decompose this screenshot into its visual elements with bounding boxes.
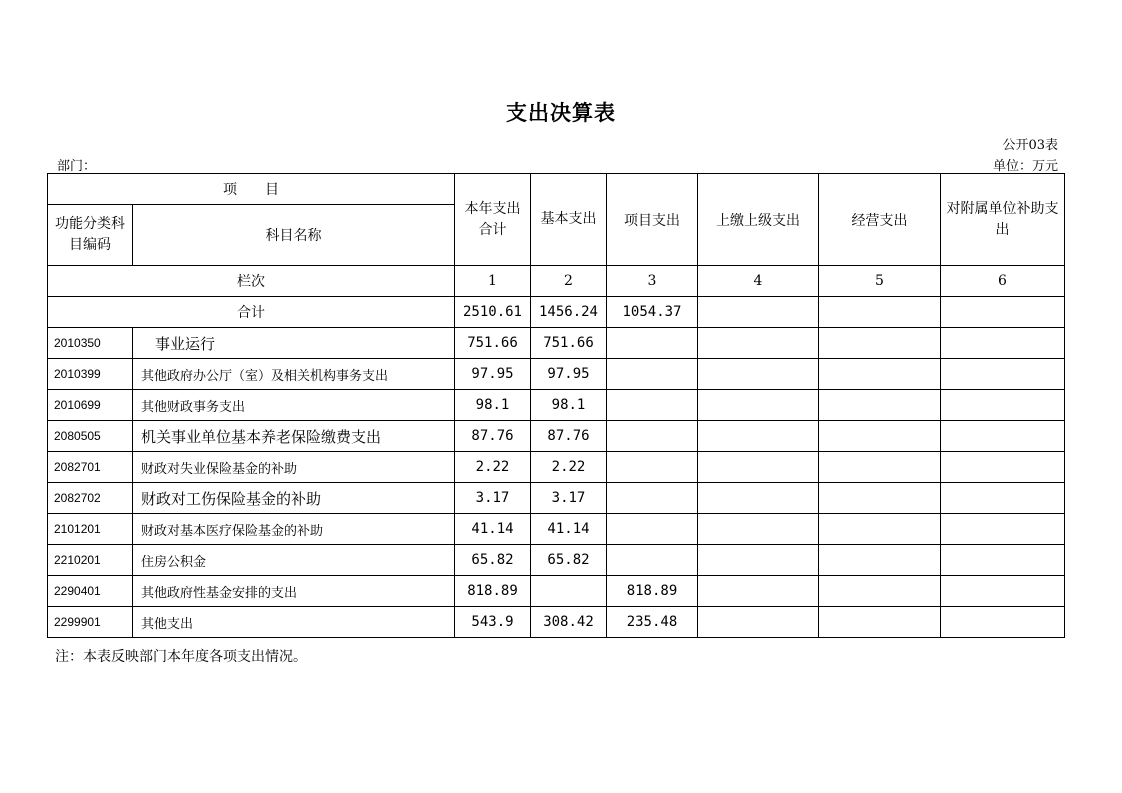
table-row: [48, 483, 1065, 514]
table-row: [48, 359, 1065, 390]
total-label: 合计: [48, 297, 455, 328]
amount-cell: 308.42: [531, 607, 607, 638]
amount-cell: [607, 514, 698, 545]
amount-cell: [607, 483, 698, 514]
amount-cell: [941, 390, 1065, 421]
department-label: 部门：: [57, 159, 97, 174]
subject-code: 2210201: [48, 545, 133, 576]
subject-code: 2010699: [48, 390, 133, 421]
amount-cell: [607, 421, 698, 452]
amount-cell: 41.14: [455, 514, 531, 545]
header-col-superior: 上缴上级支出: [698, 174, 819, 266]
header-col-project: 项目支出: [607, 174, 698, 266]
amount-cell: [698, 607, 819, 638]
subject-code: 2010350: [48, 328, 133, 359]
amount-cell: [819, 545, 941, 576]
header-col-subsidy: 对附属单位补助支出: [941, 174, 1065, 266]
amount-cell: 3.17: [455, 483, 531, 514]
amount-cell: [607, 328, 698, 359]
amount-cell: [607, 390, 698, 421]
amount-cell: [941, 483, 1065, 514]
amount-cell: 97.95: [531, 359, 607, 390]
index-num: 3: [607, 266, 698, 297]
amount-cell: [941, 452, 1065, 483]
subject-name: 事业运行: [133, 328, 455, 359]
index-label: 栏次: [48, 266, 455, 297]
subject-code: 2290401: [48, 576, 133, 607]
amount-cell: [819, 359, 941, 390]
table-row: [48, 607, 1065, 638]
amount-cell: 751.66: [455, 328, 531, 359]
amount-cell: [607, 545, 698, 576]
subject-name: 其他政府办公厅（室）及相关机构事务支出: [133, 359, 455, 390]
amount-cell: 751.66: [531, 328, 607, 359]
subject-code: 2101201: [48, 514, 133, 545]
amount-cell: [819, 390, 941, 421]
table-row: [48, 576, 1065, 607]
header-project: 项 目: [48, 174, 455, 205]
table-row: [48, 545, 1065, 576]
amount-cell: 41.14: [531, 514, 607, 545]
index-num: 6: [941, 266, 1065, 297]
header-col-total: 本年支出合计: [455, 174, 531, 266]
total-value: [819, 297, 941, 328]
table-row: [48, 328, 1065, 359]
amount-cell: 87.76: [531, 421, 607, 452]
amount-cell: [698, 576, 819, 607]
subject-name: 机关事业单位基本养老保险缴费支出: [133, 421, 455, 452]
index-num: 5: [819, 266, 941, 297]
amount-cell: [941, 576, 1065, 607]
total-value: 2510.61: [455, 297, 531, 328]
total-row: [48, 297, 1065, 328]
amount-cell: [941, 514, 1065, 545]
amount-cell: 65.82: [531, 545, 607, 576]
subject-code: 2010399: [48, 359, 133, 390]
amount-cell: 65.82: [455, 545, 531, 576]
header-subject-name: 科目名称: [133, 205, 455, 266]
total-value: [698, 297, 819, 328]
subject-code: 2299901: [48, 607, 133, 638]
amount-cell: [819, 607, 941, 638]
header-col-business: 经营支出: [819, 174, 941, 266]
total-value: 1456.24: [531, 297, 607, 328]
subject-name: 财政对基本医疗保险基金的补助: [133, 514, 455, 545]
amount-cell: 818.89: [455, 576, 531, 607]
amount-cell: [607, 452, 698, 483]
amount-cell: [819, 452, 941, 483]
subject-name: 财政对失业保险基金的补助: [133, 452, 455, 483]
total-value: 1054.37: [607, 297, 698, 328]
amount-cell: [698, 390, 819, 421]
amount-cell: [941, 607, 1065, 638]
index-num: 1: [455, 266, 531, 297]
amount-cell: [698, 328, 819, 359]
amount-cell: [698, 359, 819, 390]
index-row: [48, 266, 1065, 297]
amount-cell: [819, 514, 941, 545]
subject-name: 住房公积金: [133, 545, 455, 576]
table-row: [48, 452, 1065, 483]
header-func-code: 功能分类科目编码: [48, 205, 133, 266]
amount-cell: 3.17: [531, 483, 607, 514]
footnote: 注：本表反映部门本年度各项支出情况。: [55, 649, 307, 665]
amount-cell: 235.48: [607, 607, 698, 638]
amount-cell: [819, 576, 941, 607]
amount-cell: [819, 483, 941, 514]
subject-name: 其他支出: [133, 607, 455, 638]
amount-cell: 87.76: [455, 421, 531, 452]
subject-name: 财政对工伤保险基金的补助: [133, 483, 455, 514]
amount-cell: [698, 514, 819, 545]
amount-cell: 543.9: [455, 607, 531, 638]
amount-cell: [819, 328, 941, 359]
amount-cell: [941, 421, 1065, 452]
table-row: [48, 390, 1065, 421]
index-num: 4: [698, 266, 819, 297]
table-row: [48, 514, 1065, 545]
amount-cell: [607, 359, 698, 390]
amount-cell: [698, 545, 819, 576]
amount-cell: 97.95: [455, 359, 531, 390]
page-title: 支出决算表: [506, 100, 616, 125]
subject-name: 其他财政事务支出: [133, 390, 455, 421]
amount-cell: [698, 452, 819, 483]
unit-label: 单位：万元: [992, 159, 1058, 174]
subject-code: 2082702: [48, 483, 133, 514]
amount-cell: [531, 576, 607, 607]
amount-cell: [698, 421, 819, 452]
subject-code: 2082701: [48, 452, 133, 483]
amount-cell: [819, 421, 941, 452]
header-col-basic: 基本支出: [531, 174, 607, 266]
form-code: 公开03表: [1002, 138, 1058, 153]
amount-cell: [698, 483, 819, 514]
amount-cell: 818.89: [607, 576, 698, 607]
amount-cell: 98.1: [455, 390, 531, 421]
subject-code: 2080505: [48, 421, 133, 452]
amount-cell: [941, 328, 1065, 359]
expenditure-table: [47, 173, 1065, 638]
total-value: [941, 297, 1065, 328]
amount-cell: [941, 545, 1065, 576]
amount-cell: 2.22: [455, 452, 531, 483]
table-row: [48, 421, 1065, 452]
index-num: 2: [531, 266, 607, 297]
subject-name: 其他政府性基金安排的支出: [133, 576, 455, 607]
amount-cell: [941, 359, 1065, 390]
header-row-1: [48, 174, 1065, 205]
amount-cell: 98.1: [531, 390, 607, 421]
amount-cell: 2.22: [531, 452, 607, 483]
